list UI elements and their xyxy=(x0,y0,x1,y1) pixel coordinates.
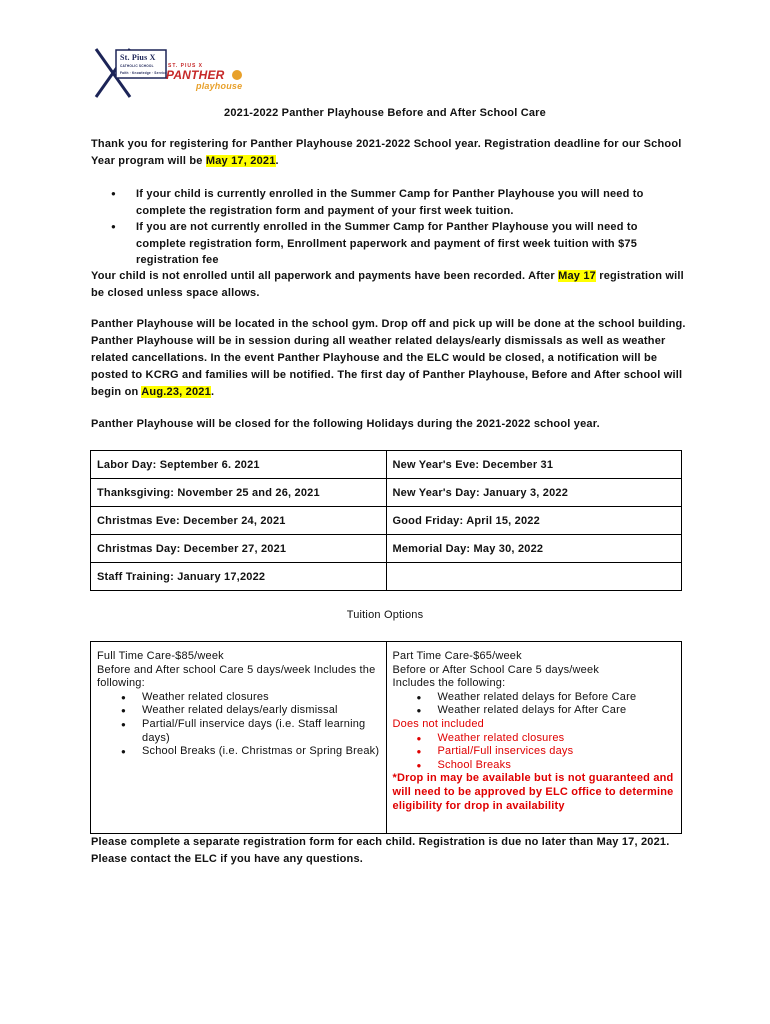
intro-end: . xyxy=(275,155,279,167)
enrollment-note xyxy=(91,268,691,302)
holidays-table xyxy=(90,450,682,591)
table-row xyxy=(91,451,682,479)
list-item: ● Partial/Full inservice days (i.e. Staff learning days) xyxy=(97,718,380,745)
table-row xyxy=(91,507,682,535)
logo-brand-sub: playhouse xyxy=(196,81,243,91)
footer-line: Please complete a separate registration form for each child. Registration is due no later than May 17, 2021. xyxy=(91,836,670,848)
enrollment-note-text: Your child is not enrolled until all paperwork and payments have been recorded. After xyxy=(91,270,559,282)
footer-line: Please contact the ELC if you have any questions. xyxy=(91,853,364,865)
list-item: ● Weather related closures xyxy=(97,691,380,705)
location-text: Panther Playhouse will be located in the school gym. Drop off and pick up will be done at the school building. Panther Playhouse will be in session during all weather related delays/early dismissals as well as weather related cancellations. In the event Panther Playhouse and the ELC would be closed, a notification will be posted to KCRG and families will be notified. The first day of Panther Playhouse, Before and After school will begin on xyxy=(91,318,686,398)
intro-text: Thank you for registering for Panther Playhouse 2021-2022 School year. Registration deadline for our School Year program will be xyxy=(91,138,682,167)
bullet-item: ● If your child is currently enrolled in the Summer Camp for Panther Playhouse you will need to complete the registration form and payment of your first week tuition. xyxy=(91,186,671,219)
enrollment-note-date: May 17 xyxy=(558,270,596,282)
holiday-cell: Staff Training: January 17,2022 xyxy=(91,563,387,591)
intro-paragraph xyxy=(91,136,691,170)
drop-in-note: *Drop in may be available but is not guaranteed and will need to be approved by ELC office to determine eligibility for drop in availability xyxy=(392,772,674,812)
part-time-heading: Part Time Care-$65/week xyxy=(392,650,522,662)
tuition-heading: Tuition Options xyxy=(346,609,424,621)
table-row xyxy=(91,563,682,591)
list-item: ● School Breaks (i.e. Christmas or Spring Break) xyxy=(97,745,380,759)
panther-icon xyxy=(232,70,242,80)
part-time-list xyxy=(393,691,676,718)
logo-brand-main: PANTHER xyxy=(166,68,225,82)
bullet-item: ● If you are not currently enrolled in the Summer Camp for Panther Playhouse you will need to complete registration form, Enrollment paperwork and payment of first week tuition with $75 registration fee xyxy=(91,219,671,269)
footer-note xyxy=(91,834,691,868)
holiday-cell: Good Friday: April 15, 2022 xyxy=(386,507,682,535)
holiday-cell: New Year's Eve: December 31 xyxy=(386,451,682,479)
school-logo xyxy=(90,46,250,100)
not-included-list xyxy=(393,732,676,773)
part-time-desc-2: Includes the following: xyxy=(392,677,506,690)
location-end: . xyxy=(210,386,215,398)
page-title: 2021-2022 Panther Playhouse Before and After School Care xyxy=(224,107,546,119)
first-day-date: Aug.23, 2021 xyxy=(141,386,211,398)
part-time-cell xyxy=(386,642,682,834)
tuition-table xyxy=(90,641,682,834)
full-time-desc: Before and After school Care 5 days/week Includes the following: xyxy=(97,663,376,690)
holiday-cell: Christmas Eve: December 24, 2021 xyxy=(91,507,387,535)
holiday-cell xyxy=(386,563,682,591)
list-item: ● School Breaks xyxy=(393,759,676,773)
table-row xyxy=(91,642,682,834)
logo-subtitle-2: Faith · Knowledge · Service xyxy=(120,71,168,75)
full-time-cell xyxy=(91,642,387,834)
enrollment-note-end: registration will be closed unless space allows. xyxy=(91,270,684,299)
full-time-heading: Full Time Care-$85/week xyxy=(97,650,224,662)
holiday-cell: Labor Day: September 6. 2021 xyxy=(91,451,387,479)
not-included-label: Does not included xyxy=(392,717,484,730)
logo-school-name: St. Pius X xyxy=(120,53,156,62)
intro-deadline: May 17, 2021 xyxy=(205,155,276,167)
holiday-cell: Thanksgiving: November 25 and 26, 2021 xyxy=(91,479,387,507)
list-item: ● Weather related delays for After Care xyxy=(393,704,676,718)
list-item: ● Partial/Full inservices days xyxy=(393,745,676,759)
list-item: ● Weather related delays for Before Care xyxy=(393,691,676,705)
holidays-intro: Panther Playhouse will be closed for the following Holidays during the 2021-2022 school year. xyxy=(91,418,600,430)
registration-bullets xyxy=(91,186,671,269)
full-time-list xyxy=(97,691,380,759)
holiday-cell: New Year's Day: January 3, 2022 xyxy=(386,479,682,507)
logo-subtitle-1: CATHOLIC SCHOOL xyxy=(120,64,154,68)
logo-brand-top: ST. PIUS X xyxy=(168,63,204,69)
list-item: ● Weather related delays/early dismissal xyxy=(97,704,380,718)
table-row xyxy=(91,479,682,507)
list-item: ● Weather related closures xyxy=(393,732,676,746)
holiday-cell: Memorial Day: May 30, 2022 xyxy=(386,535,682,563)
holiday-cell: Christmas Day: December 27, 2021 xyxy=(91,535,387,563)
location-paragraph xyxy=(91,316,691,401)
table-row xyxy=(91,535,682,563)
part-time-desc-1: Before or After School Care 5 days/week xyxy=(392,663,600,676)
